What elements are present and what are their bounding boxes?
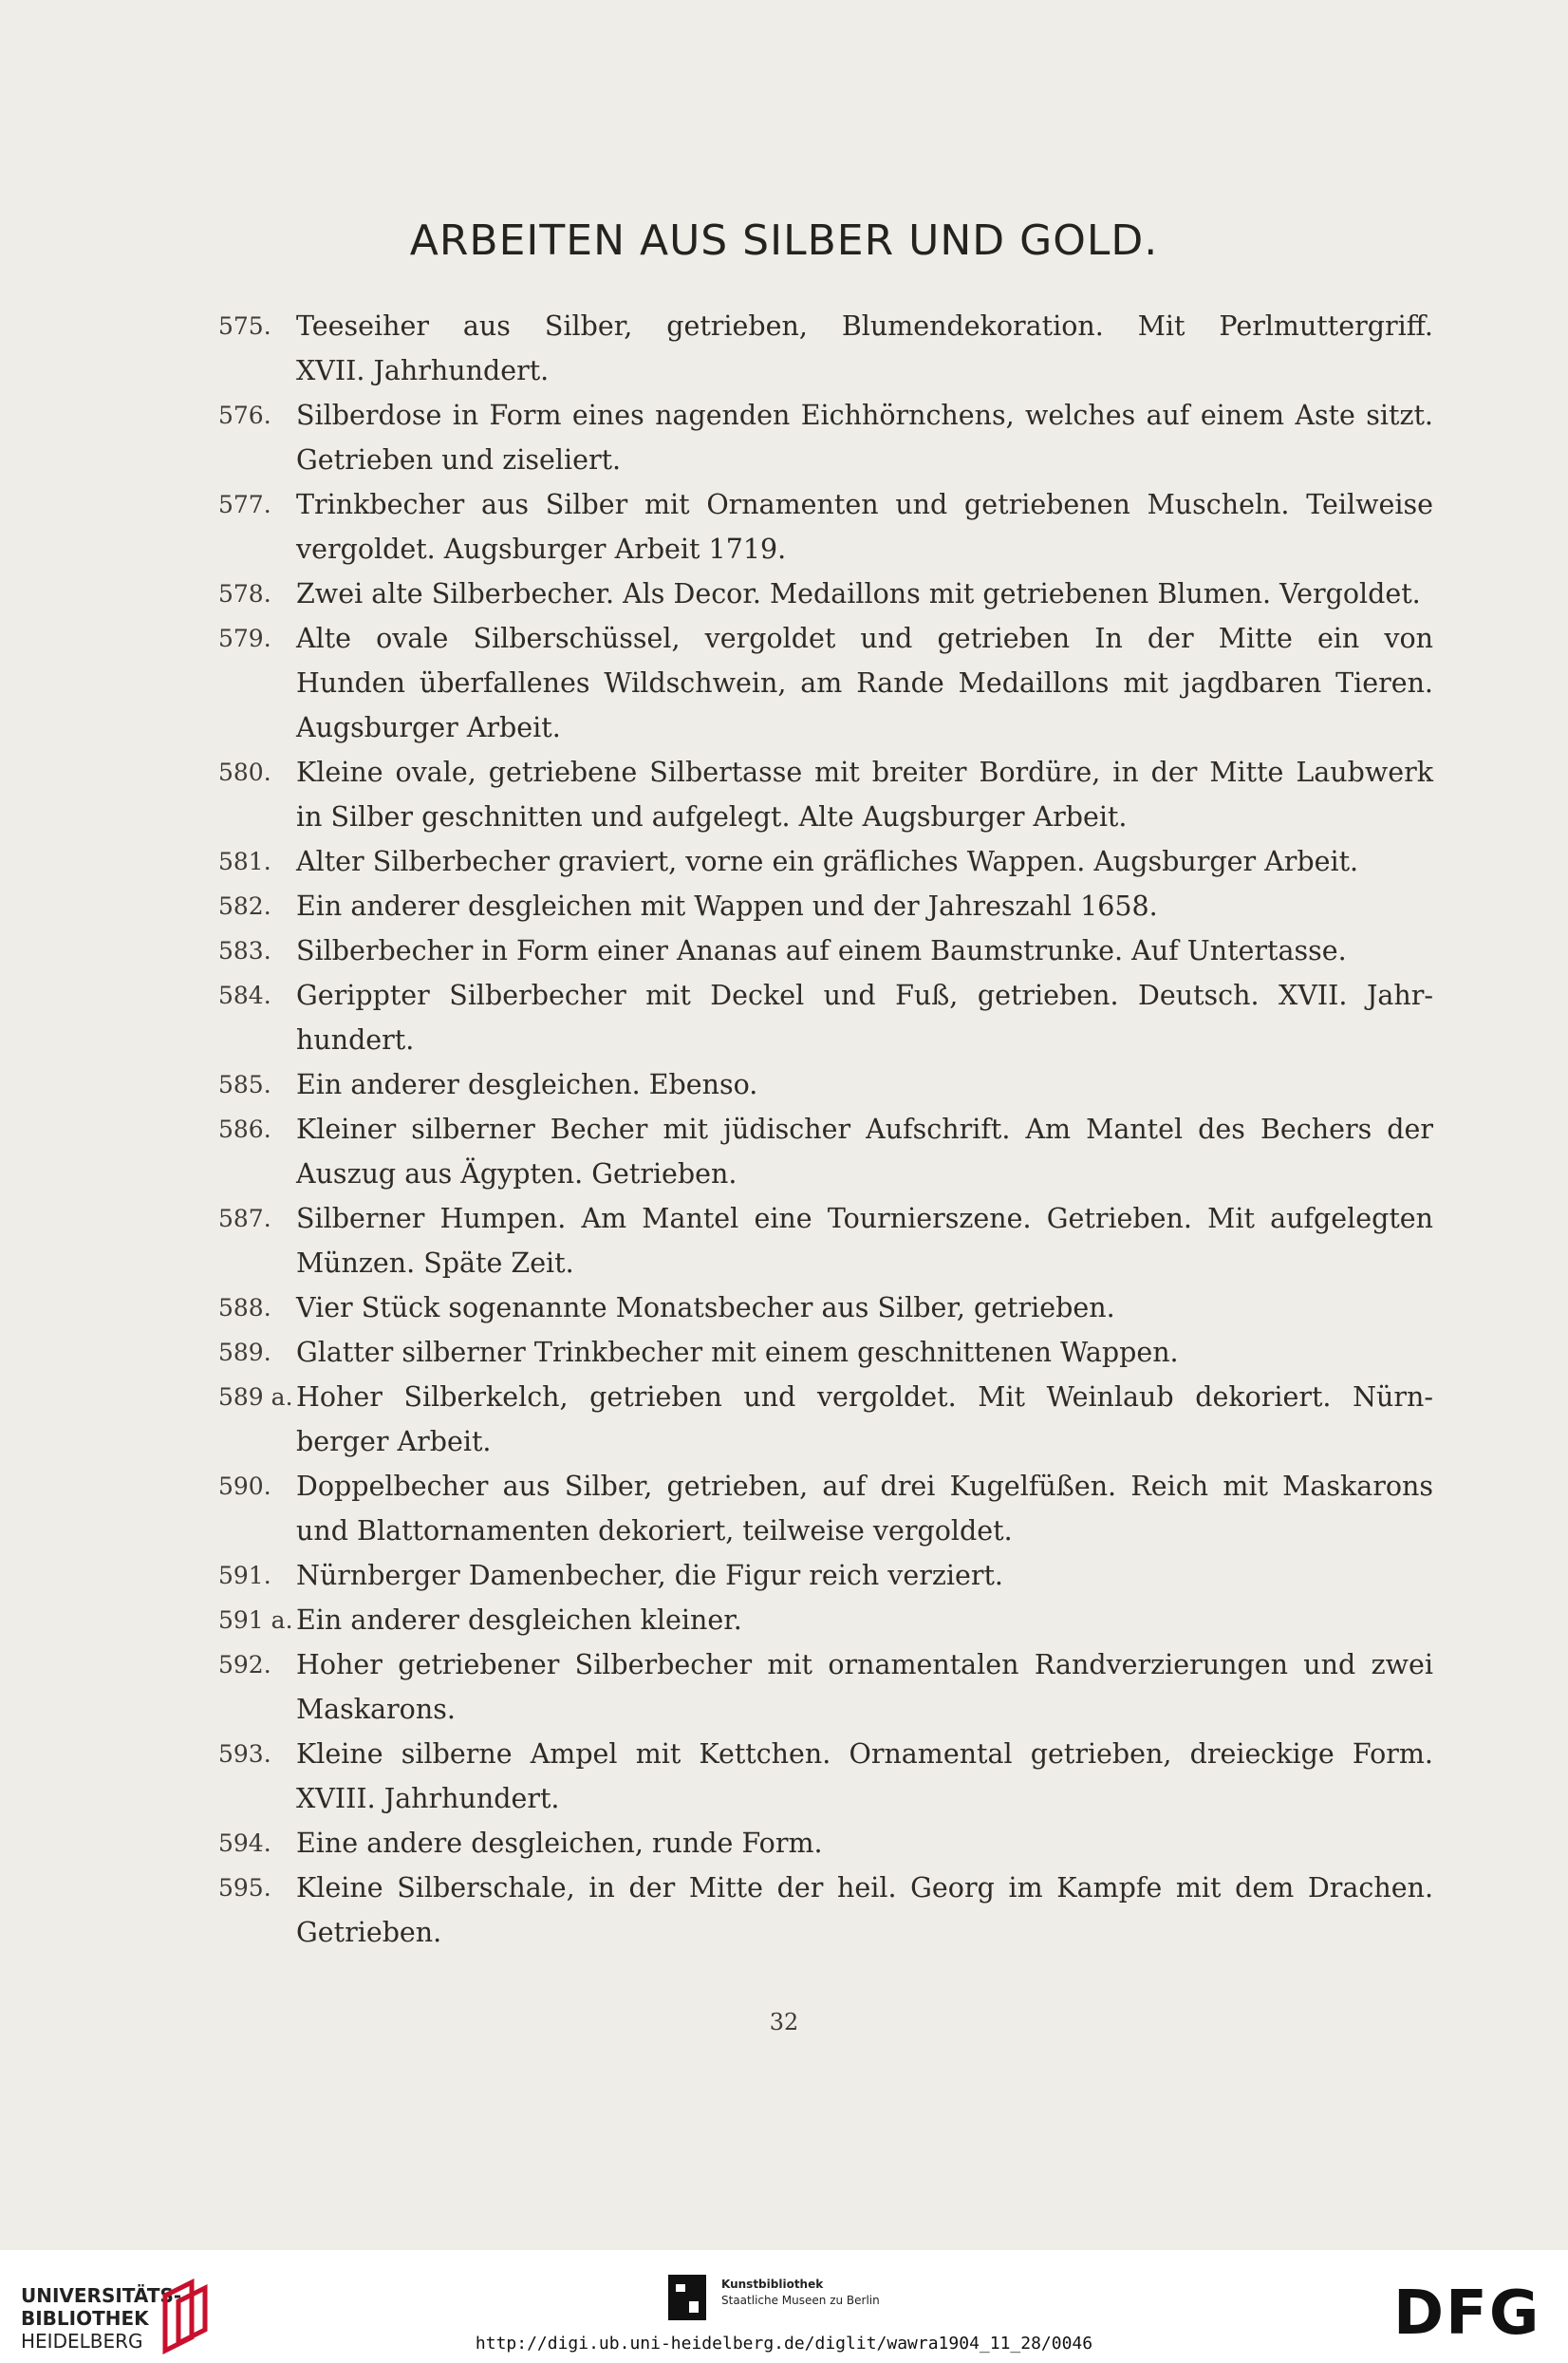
kunstbibliothek-name: Kunstbibliothek: [721, 2278, 824, 2291]
entry-line: Zwei alte Silberbecher. Als Decor. Medaillons mit getriebenen Blumen. Vergoldet.: [296, 578, 1421, 610]
entry-number: 590.: [218, 1472, 271, 1500]
entry-line: Silberdose in Form eines nagenden Eichhörnchens, welches auf einem Aste sitzt.: [296, 400, 1433, 431]
entry-text: [296, 1642, 1433, 1732]
catalog-entry: [218, 1285, 1433, 1330]
entry-number: 594.: [218, 1829, 271, 1857]
catalog-entry: [218, 1330, 1433, 1375]
entry-text: [296, 1107, 1433, 1196]
entry-line: Alte ovale Silberschüssel, vergoldet und getrieben In der Mitte ein von: [296, 623, 1433, 654]
entry-text: [296, 1464, 1433, 1553]
kunstbibliothek-logo[interactable]: [666, 2273, 913, 2330]
catalog-entry: [218, 1821, 1433, 1866]
entry-line: Silberbecher in Form einer Ananas auf einem Baumstrunke. Auf Untertasse.: [296, 935, 1347, 966]
entry-number: 576.: [218, 402, 271, 429]
entry-text: [296, 572, 1433, 616]
page-heading: ARBEITEN AUS SILBER UND GOLD.: [409, 216, 1159, 265]
entry-line: Silberner Humpen. Am Mantel eine Tournierszene. Getrieben. Mit aufgelegten: [296, 1203, 1433, 1234]
entry-number: 577.: [218, 491, 271, 518]
entry-text: [296, 1553, 1433, 1598]
entry-text: [296, 1062, 1433, 1107]
entry-line: Gerippter Silberbecher mit Deckel und Fuß, getrieben. Deutsch. XVII. Jahr-: [296, 980, 1433, 1011]
catalog-entry: [218, 750, 1433, 839]
kunstbibliothek-sub: Staatliche Museen zu Berlin: [721, 2294, 880, 2307]
entry-number: 595.: [218, 1874, 271, 1902]
entry-line: Trinkbecher aus Silber mit Ornamenten und getriebenen Muscheln. Teilweise: [296, 489, 1433, 520]
catalog-entry: [218, 1553, 1433, 1598]
catalog-entry: [218, 304, 1433, 393]
entry-number: 582.: [218, 892, 271, 920]
catalog-entry: [218, 839, 1433, 884]
catalog-entries: [218, 304, 1433, 1955]
entry-line: Ein anderer desgleichen. Ebenso.: [296, 1069, 758, 1100]
entry-text: [296, 1196, 1433, 1285]
catalog-entry: [218, 928, 1433, 973]
catalog-entry: [218, 1732, 1433, 1821]
catalog-entry: [218, 482, 1433, 572]
footer-bar: [0, 2250, 1568, 2363]
entry-text: [296, 928, 1433, 973]
entry-text: [296, 1375, 1433, 1464]
catalog-entry: [218, 1598, 1433, 1642]
entry-text: [296, 616, 1433, 750]
entry-line: Alter Silberbecher graviert, vorne ein gräfliches Wappen. Augsburger Arbeit.: [296, 846, 1359, 877]
catalog-entry: [218, 1375, 1433, 1464]
entry-line: Auszug aus Ägypten. Getrieben.: [296, 1158, 737, 1190]
entry-number: 581.: [218, 848, 271, 875]
catalog-entry: [218, 884, 1433, 928]
catalog-entry: [218, 1107, 1433, 1196]
entry-number: 585.: [218, 1071, 271, 1098]
entry-number: 589 a.: [218, 1383, 293, 1411]
catalog-entry: [218, 616, 1433, 750]
entry-number: 591.: [218, 1562, 271, 1589]
dfg-logo[interactable]: DFG: [1393, 2279, 1541, 2349]
entry-text: [296, 482, 1433, 572]
entry-line: Teeseiher aus Silber, getrieben, Blumendekoration. Mit Perlmuttergriff.: [296, 310, 1433, 342]
entry-number: 586.: [218, 1116, 271, 1143]
entry-line: Kleine ovale, getriebene Silbertasse mit breiter Bordüre, in der Mitte Laubwerk: [296, 757, 1433, 788]
entry-text: [296, 1732, 1433, 1821]
entry-line: Doppelbecher aus Silber, getrieben, auf drei Kugelfüßen. Reich mit Maskarons: [296, 1471, 1433, 1502]
entry-line: berger Arbeit.: [296, 1426, 492, 1457]
entry-number: 588.: [218, 1294, 271, 1322]
entry-number: 578.: [218, 580, 271, 608]
entry-line: Hoher getriebener Silberbecher mit ornamentalen Randverzierungen und zwei: [296, 1649, 1433, 1680]
library-line-1: UNIVERSITÄTS-: [21, 2284, 182, 2307]
smb-logo-icon: [666, 2273, 708, 2322]
entry-text: [296, 884, 1433, 928]
entry-number: 584.: [218, 982, 271, 1009]
entry-text: [296, 1598, 1433, 1642]
entry-line: Hoher Silberkelch, getrieben und vergoldet. Mit Weinlaub dekoriert. Nürn-: [296, 1381, 1433, 1413]
catalog-entry: [218, 973, 1433, 1062]
catalog-entry: [218, 1866, 1433, 1955]
entry-text: [296, 839, 1433, 884]
entry-line: und Blattornamenten dekoriert, teilweise vergoldet.: [296, 1515, 1013, 1547]
library-line-2: BIBLIOTHEK: [21, 2307, 149, 2330]
catalog-entry: [218, 572, 1433, 616]
entry-text: [296, 973, 1433, 1062]
entry-text: [296, 750, 1433, 839]
catalog-entry: [218, 1464, 1433, 1553]
entry-line: Kleine silberne Ampel mit Kettchen. Ornamental getrieben, dreieckige Form.: [296, 1738, 1433, 1770]
entry-line: Augsburger Arbeit.: [296, 712, 561, 743]
entry-number: 591 a.: [218, 1606, 293, 1634]
entry-line: Kleiner silberner Becher mit jüdischer Aufschrift. Am Mantel des Bechers der: [296, 1114, 1433, 1145]
entry-number: 583.: [218, 937, 271, 965]
source-url-link[interactable]: http://digi.ub.uni-heidelberg.de/diglit/wawra1904_11_28/0046: [475, 2334, 1093, 2354]
entry-line: Ein anderer desgleichen mit Wappen und der Jahreszahl 1658.: [296, 891, 1158, 922]
entry-number: 575.: [218, 312, 271, 340]
page-number: 32: [769, 2009, 799, 2035]
entry-line: Hunden überfallenes Wildschwein, am Rande Medaillons mit jagdbaren Tieren.: [296, 667, 1433, 699]
catalog-entry: [218, 393, 1433, 482]
entry-number: 589.: [218, 1339, 271, 1366]
entry-line: Getrieben und ziseliert.: [296, 444, 622, 476]
entry-number: 580.: [218, 759, 271, 786]
entry-line: Getrieben.: [296, 1917, 442, 1948]
entry-number: 579.: [218, 625, 271, 652]
entry-line: Glatter silberner Trinkbecher mit einem geschnittenen Wappen.: [296, 1337, 1179, 1368]
entry-text: [296, 1330, 1433, 1375]
catalog-entry: [218, 1642, 1433, 1732]
entry-line: hundert.: [296, 1024, 415, 1056]
entry-line: Ein anderer desgleichen kleiner.: [296, 1604, 742, 1636]
entry-text: [296, 393, 1433, 482]
entry-line: XVII. Jahrhundert.: [296, 355, 550, 386]
catalog-entry: [218, 1062, 1433, 1107]
catalog-entry: [218, 1196, 1433, 1285]
entry-line: in Silber geschnitten und aufgelegt. Alte Augsburger Arbeit.: [296, 801, 1128, 833]
entry-line: XVIII. Jahrhundert.: [296, 1783, 560, 1814]
entry-line: Eine andere desgleichen, runde Form.: [296, 1828, 823, 1859]
entry-text: [296, 1285, 1433, 1330]
entry-line: Kleine Silberschale, in der Mitte der heil. Georg im Kampfe mit dem Drachen.: [296, 1872, 1433, 1904]
entry-line: vergoldet. Augsburger Arbeit 1719.: [296, 534, 787, 565]
entry-text: [296, 1866, 1433, 1955]
entry-line: Vier Stück sogenannte Monatsbecher aus Silber, getrieben.: [296, 1292, 1115, 1323]
entry-number: 593.: [218, 1740, 271, 1768]
entry-text: [296, 1821, 1433, 1866]
entry-line: Maskarons.: [296, 1694, 456, 1725]
entry-line: Nürnberger Damenbecher, die Figur reich verziert.: [296, 1560, 1003, 1591]
entry-number: 587.: [218, 1205, 271, 1232]
entry-line: Münzen. Späte Zeit.: [296, 1247, 574, 1279]
entry-number: 592.: [218, 1651, 271, 1678]
entry-text: [296, 304, 1433, 393]
library-line-3: HEIDELBERG: [21, 2330, 143, 2353]
